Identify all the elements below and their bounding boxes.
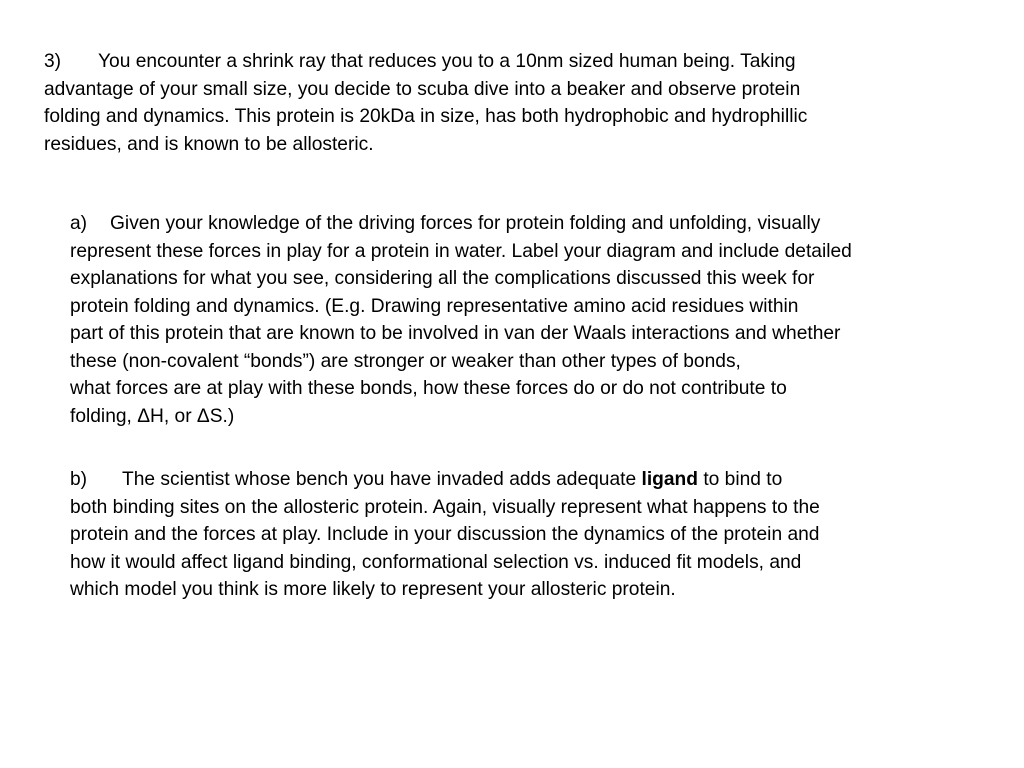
- question-number: 3): [44, 51, 62, 72]
- part-a-text: Given your knowledge of the driving forces for protein folding and unfolding, visually: [110, 213, 821, 234]
- part-a-label: a): [70, 213, 88, 234]
- part-a-line-2: represent these forces in play for a protein in water. Label your diagram and include detailed: [70, 240, 852, 262]
- part-a-line-3: explanations for what you see, considering all the complications discussed this week for: [70, 268, 815, 289]
- question-3-line-1: [44, 48, 796, 76]
- question-text: You encounter a shrink ray that reduces you to a 10nm sized human being. Taking: [98, 51, 796, 72]
- question-3-line-2: advantage of your small size, you decide to scuba dive into a beaker and observe protein: [44, 78, 801, 100]
- ligand-keyword: ligand: [641, 469, 698, 490]
- part-b-line-5: which model you think is more likely to represent your allosteric protein.: [70, 579, 676, 600]
- part-a-line-1: [70, 210, 820, 238]
- part-b-line-2: both binding sites on the allosteric protein. Again, visually represent what happens to the: [70, 496, 820, 518]
- part-a-line-4: protein folding and dynamics. (E.g. Drawing representative amino acid residues within: [70, 295, 799, 317]
- part-a-line-6: these (non-covalent “bonds”) are stronger or weaker than other types of bonds,: [70, 350, 741, 372]
- part-b-line-4: how it would affect ligand binding, conformational selection vs. induced fit models, and: [70, 551, 802, 573]
- part-b-line-1: [70, 466, 782, 494]
- question-3-line-3: folding and dynamics. This protein is 20kDa in size, has both hydrophobic and hydrophillic: [44, 106, 808, 127]
- part-b-text-end: to bind to: [698, 469, 783, 490]
- question-3-line-4: residues, and is known to be allosteric.: [44, 133, 374, 155]
- part-b-line-3: protein and the forces at play. Include in your discussion the dynamics of the protein and: [70, 524, 820, 545]
- part-b-text-start: The scientist whose bench you have invaded adds adequate: [122, 469, 642, 490]
- part-a-line-8: folding, ΔH, or ΔS.): [70, 405, 235, 427]
- part-a-line-5: part of this protein that are known to be involved in van der Waals interactions and whether: [70, 323, 841, 344]
- part-a-line-7: what forces are at play with these bonds, how these forces do or do not contribute to: [70, 378, 787, 399]
- part-b-label: b): [70, 469, 88, 490]
